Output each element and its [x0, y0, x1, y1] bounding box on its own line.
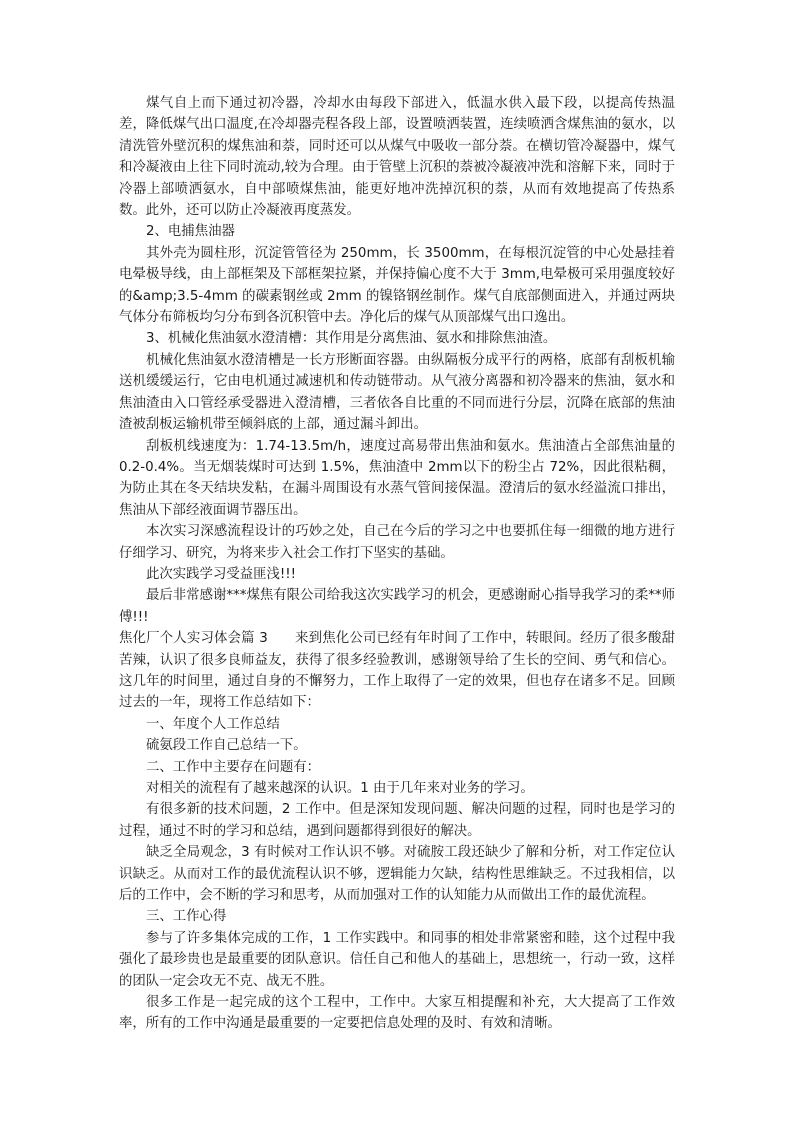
paragraph-problem-3: 缺乏全局观念，3 有时候对工作认识不够。对硫胺工段还缺少了解和分析，对工作定位认识缺乏。从而对工作的最优流程认识不够，逻辑能力欠缺，结构性思维缺乏。不过我相信，以后的工作中，会不断的学习和思考，从而加强对工作的认知能力从而做出工作的最优流程。 — [119, 845, 675, 904]
heading-annual-summary: 一、年度个人工作总结 — [146, 716, 280, 732]
paragraph-benefit: 此次实践学习受益匪浅!!! — [146, 566, 297, 582]
paragraph-problem-1: 对相关的流程有了越来越深的认识。1 由于几年来对业务的学习。 — [146, 781, 534, 796]
paragraph-cooler-process: 煤气自上而下通过初冷器，冷却水由每段下部进入，低温水供入最下段，以提高传热温差，降低煤气出口温度,在冷却器壳程各段上部，设置喷洒装置，连续喷洒含煤焦油的氨水，以清洗管外壁沉积的煤焦油和萘，同时还可以从煤气中吸收一部分萘。在横切管冷凝器中，煤气和冷凝液由上往下同时流动,较为合理。由于管壁上沉积的萘被冷凝液冲洗和溶解下来，同时于冷器上部喷洒氨水，自中部喷煤焦油，能更好地冲洗掉沉积的萘，从而有效地提高了传热系数。此外，还可以防止冷凝液再度蒸发。 — [119, 96, 675, 219]
heading-electric-tar-catcher: 2、电捕焦油器 — [146, 224, 235, 240]
paragraph-experience-1: 参与了许多集体完成的工作，1 工作实践中。和同事的相处非常紧密和睦，这个过程中我强化了最珍贵也是最重要的团队意识。信任自己和他人的基础上，思想统一，行动一致，这样的团队一定会攻无不克、战无不胜。 — [119, 930, 675, 989]
document-body — [119, 93, 675, 1035]
paragraph-electric-tar-catcher: 其外壳为圆柱形，沉淀管管径为 250mm，长 3500mm，在每根沉淀管的中心处悬挂着电晕极导线，由上部框架及下部框架拉紧，并保持偏心度不大于 3mm,电晕极可采用强度较好的&amp;3.5-4mm 的碳素钢丝或 2mm 的镍铬钢丝制作。煤气自底部侧面进入，并通过两块气体分布筛板均匀分布到各沉积管中去。净化后的煤气从顶部煤气出口逸出。 — [119, 245, 675, 326]
paragraph-scraper-speed: 刮板机线速度为：1.74-13.5m/h，速度过高易带出焦油和氨水。焦油渣占全部焦油量的 0.2-0.4%。当无烟装煤时可达到 1.5%，焦油渣中 2mm以下的粉尘占 72%，因此很粘稠，为防止其在冬天结块发粘，在漏斗周围设有水蒸气管间接保温。澄清后的氨水经溢流口排出，焦油从下部经液面调节器压出。 — [119, 438, 675, 518]
paragraph-reflection: 本次实习深感流程设计的巧妙之处，自己在今后的学习之中也要抓住每一细微的地方进行仔细学习、研究，为将来步入社会工作打下坚实的基础。 — [119, 524, 675, 561]
paragraph-problem-2: 有很多新的技术问题，2 工作中。但是深知发现问题、解决问题的过程，同时也是学习的过程，通过不时的学习和总结，遇到问题都得到很好的解决。 — [119, 802, 675, 839]
heading-problems: 二、工作中主要存在问题有： — [146, 759, 321, 775]
paragraph-thanks: 最后非常感谢***煤焦有限公司给我这次实践学习的机会，更感谢耐心指导我学习的柔**师傅!!! — [119, 588, 675, 625]
paragraph-part3-intro: 焦化厂个人实习体会篇 3 来到焦化公司已经有年时间了工作中，转眼间。经历了很多酸甜苦辣，认识了很多良师益友，获得了很多经验教训，感谢领导给了生长的空间、勇气和信心。这几年的时间里，通过自身的不懈努力，工作上取得了一定的效果，但也存在诸多不足。回顾过去的一年，现将工作总结如下： — [119, 631, 675, 711]
heading-experience: 三、工作心得 — [146, 909, 227, 925]
heading-clarifier: 3、机械化焦油氨水澄清槽：其作用是分离焦油、氨水和排除焦油渣。 — [146, 331, 557, 347]
paragraph-clarifier-structure: 机械化焦油氨水澄清槽是一长方形断面容器。由纵隔板分成平行的两格，底部有刮板机输送机缓缓运行，它由电机通过减速机和传动链带动。从气液分离器和初冷器来的焦油，氨水和焦油渣由入口管经承受器进入澄清槽，三者依各自比重的不同而进行分层，沉降在底部的焦油渣被刮板运输机带至倾斜底的上部，通过漏斗卸出。 — [119, 352, 675, 433]
paragraph-section-summary: 硫氨段工作自己总结一下。 — [146, 738, 307, 754]
paragraph-experience-2: 很多工作是一起完成的这个工程中，工作中。大家互相提醒和补充，大大提高了工作效率，所有的工作中沟通是最重要的一定要把信息处理的及时、有效和清晰。 — [119, 995, 675, 1032]
